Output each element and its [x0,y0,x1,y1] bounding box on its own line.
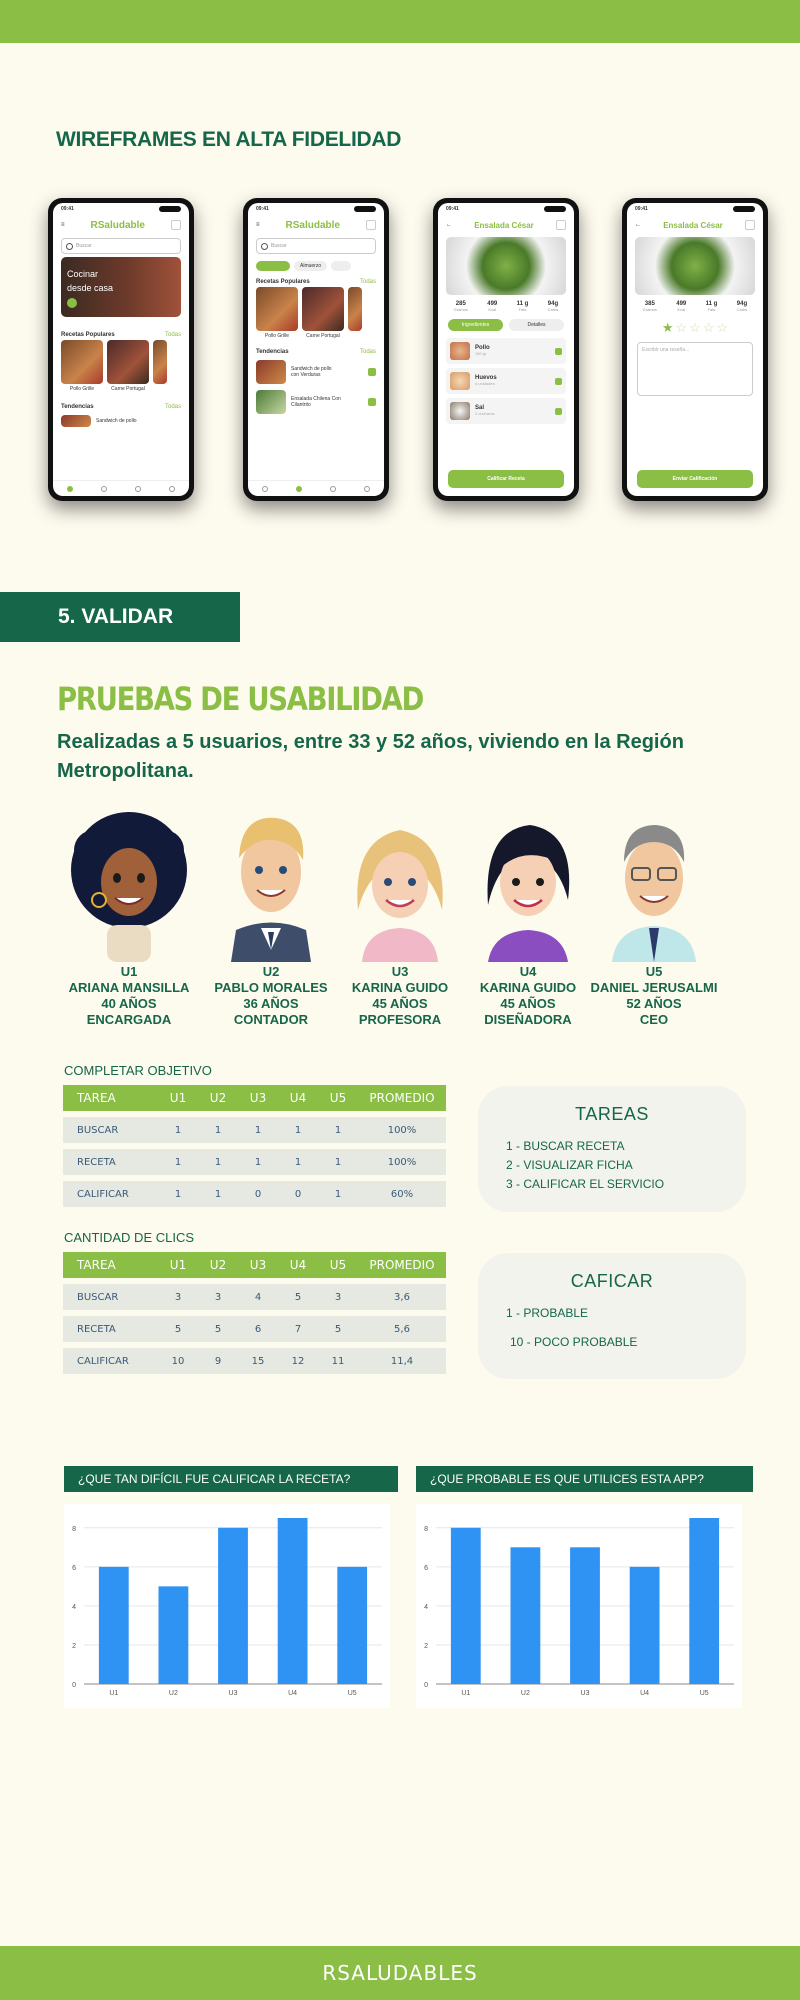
back-arrow-icon[interactable]: ← [635,222,641,228]
rate-recipe-button[interactable]: Calificar Receta [448,470,564,488]
user-age: 52 AÑOS [626,996,682,1011]
completion-table [63,1085,446,1213]
heart-icon[interactable] [330,486,336,492]
y-tick-label: 4 [424,1603,428,1611]
user-age: 40 AÑOS [101,996,157,1011]
bottom-nav [248,480,384,496]
see-all-link[interactable]: Todas [164,404,181,410]
bar-chart [64,1504,390,1708]
chart-title: ¿QUE TAN DIFÍCIL FUE CALIFICAR LA RECETA? [64,1466,398,1492]
user-job: PROFESORA [358,1012,442,1027]
menu-icon[interactable]: ≡ [256,222,260,228]
bar [570,1547,600,1684]
popular-heading: Recetas Populares [61,332,115,338]
bar [511,1547,541,1684]
y-tick-label: 0 [424,1682,428,1689]
y-tick-label: 6 [72,1564,76,1572]
table-label: COMPLETAR OBJETIVO [64,1063,212,1078]
status-time: 09:41 [61,206,74,212]
app-brand: RSaludable [285,219,340,231]
review-textarea[interactable]: Escribir una reseña... [637,342,753,396]
table-header: TAREA U1 U2 U3 U4 U5 PROMEDIO [63,1085,446,1111]
macro-item: 385 Gramos [642,301,657,312]
x-tick-label: U1 [109,1690,119,1697]
star-icon[interactable]: ☆ [675,320,688,335]
rating-scale-card [478,1253,746,1379]
footer [0,1946,800,2000]
bar [451,1528,481,1684]
star-icon[interactable]: ☆ [689,320,701,335]
tab-detalles[interactable]: Detalles [509,319,564,331]
user-card [330,800,470,1028]
hero-line: Cocinar [67,269,99,279]
bar [689,1518,719,1684]
user-job: CEO [639,1012,669,1027]
chart-title: ¿QUE PROBABLE ES QUE UTILICES ESTA APP? [416,1466,753,1492]
recipe-image[interactable] [348,287,362,331]
check-icon[interactable] [555,378,562,385]
see-all-link[interactable]: Todas [359,349,376,355]
usability-title: PRUEBAS DE USABILIDAD [57,680,423,718]
user-icon[interactable] [364,486,370,492]
user-job: DISEÑADORA [484,1012,572,1027]
user-age: 45 AÑOS [500,996,556,1011]
recipe-image[interactable] [61,340,103,384]
tasks-card [478,1086,746,1212]
ingredient-row[interactable]: Pollo 150 gr [446,338,566,364]
recipe-label: Carne Portugal [306,333,340,339]
phone-rate [622,198,768,501]
ingredient-row[interactable]: Sal 2 cucharas [446,398,566,424]
recipe-label: Pollo Grille [264,333,290,339]
chart-difficulty [64,1504,390,1708]
trend-label: Sandwich de pollo con Verduras [291,366,332,378]
trend-label: Sandwich de pollo [96,418,137,424]
macro-item: 94g Carbs [547,301,559,312]
table-header: TAREA U1 U2 U3 U4 U5 PROMEDIO [63,1252,446,1278]
status-time: 09:41 [256,206,269,212]
user-name: KARINA GUIDO [351,980,449,995]
status-time: 09:41 [635,206,648,212]
bar [337,1567,367,1684]
chart-likelihood [416,1504,742,1708]
status-time: 09:41 [446,206,459,212]
wireframes-title: WIREFRAMES EN ALTA FIDELIDAD [56,128,402,151]
bar [99,1567,129,1684]
recipe-label: Carne Portugal [111,386,145,392]
camera-notch [733,206,755,212]
ingredient-image [450,372,470,390]
search-input[interactable]: Buscar [61,238,181,254]
check-icon[interactable] [368,398,376,406]
user-name: PABLO MORALES [214,980,328,995]
app-brand: RSaludable [90,219,145,231]
task-item: 3 - CALIFICAR EL SERVICIO [506,1177,665,1191]
check-icon[interactable] [368,368,376,376]
user-id: U2 [262,964,280,979]
star-rating[interactable] [627,316,763,340]
x-tick-label: U2 [520,1690,530,1697]
ingredient-image [450,342,470,360]
y-tick-label: 6 [424,1564,428,1572]
star-icon[interactable]: ☆ [702,320,715,335]
rating-scale-title: CAFICAR [570,1271,654,1291]
macros-row [627,297,763,316]
hero-banner[interactable] [61,257,181,317]
y-tick-label: 2 [424,1642,428,1650]
y-tick-label: 8 [72,1525,76,1533]
y-tick-label: 8 [424,1525,428,1533]
recipe-image[interactable] [256,287,298,331]
search-icon[interactable] [101,486,107,492]
y-tick-label: 2 [72,1642,76,1650]
macro-item: 499 Kcal [487,301,498,312]
clicks-table [63,1252,446,1380]
more-icon[interactable] [556,220,566,230]
bar [159,1586,189,1684]
bar-chart [416,1504,742,1708]
recipe-image[interactable] [107,340,149,384]
user-id: U1 [120,964,138,979]
arrow-icon[interactable] [67,298,77,308]
table-row: CALIFICAR 10 9 15 12 11 11,4 [63,1348,446,1374]
y-tick-label: 0 [72,1682,76,1689]
menu-icon[interactable]: ≡ [61,222,65,228]
task-item: 1 - BUSCAR RECETA [506,1139,625,1153]
trend-image[interactable] [61,415,91,427]
check-icon[interactable] [555,408,562,415]
profile-icon[interactable] [171,220,181,230]
macros-row [438,297,574,316]
usability-subtitle: Realizadas a 5 usuarios, entre 33 y 52 años, viviendo en la Región Metropolitana. [57,731,684,782]
more-icon[interactable] [745,220,755,230]
x-tick-label: U1 [461,1690,471,1697]
search-input[interactable]: Buscar [256,238,376,254]
user-card [458,800,598,1028]
table-row: BUSCAR 1 1 1 1 1 100% [63,1117,446,1143]
see-all-link[interactable]: Todas [164,332,181,338]
home-icon[interactable] [262,486,268,492]
popular-heading: Recetas Populares [256,279,310,285]
phone-screen [248,203,384,496]
recipe-photo [446,237,566,295]
back-arrow-icon[interactable]: ← [446,222,452,228]
top-banner [0,0,800,43]
user-age: 36 AÑOS [243,996,299,1011]
star-icon[interactable]: ☆ [716,320,729,335]
bar [218,1528,248,1684]
trends-heading: Tendencias [256,349,289,355]
footer-brand: RSALUDABLES [322,1961,478,1985]
home-icon[interactable] [67,486,73,492]
trend-image[interactable] [256,390,286,414]
check-icon[interactable] [555,348,562,355]
camera-notch [354,206,376,212]
bar [278,1518,308,1684]
avatar [211,800,331,962]
star-icon[interactable]: ★ [661,320,674,335]
user-id: U5 [645,964,663,979]
table-label: CANTIDAD DE CLICS [64,1230,195,1245]
phone-screen [627,203,763,496]
x-tick-label: U2 [168,1690,178,1697]
phone-explore [243,198,389,501]
avatar [468,800,588,962]
user-card [201,800,341,1028]
scale-item: 1 - PROBABLE [506,1306,589,1320]
user-card [59,800,199,1028]
user-job: CONTADOR [233,1012,309,1027]
x-tick-label: U5 [699,1690,709,1697]
avatar [594,800,714,962]
macro-item: 11 g Fats [516,301,529,312]
table-row: CALIFICAR 1 1 0 0 1 60% [63,1181,446,1207]
bar [630,1567,660,1684]
chip-almuerzo[interactable]: Almuerzo [294,261,327,271]
section-validar: 5. VALIDAR [0,592,240,642]
avatar [69,800,189,962]
recipe-image[interactable] [302,287,344,331]
user-name: DANIEL JERUSALMI [590,980,718,995]
trend-label: Ensalada Chilena Con Cilantrito [291,396,341,408]
chip-selected[interactable] [256,261,290,271]
chip[interactable] [331,261,351,271]
user-id: U3 [391,964,409,979]
phone-detail [433,198,579,501]
phone-screen [438,203,574,496]
hero-line: desde casa [67,283,114,293]
user-name: KARINA GUIDO [479,980,577,995]
heart-icon[interactable] [135,486,141,492]
tasks-title: TAREAS [575,1104,649,1124]
macro-item: 285 Gramos [453,301,468,312]
recipe-label: Pollo Grille [69,386,95,392]
x-tick-label: U5 [347,1690,357,1697]
camera-notch [159,206,181,212]
ingredient-image [450,402,470,420]
profile-icon[interactable] [366,220,376,230]
trend-image[interactable] [256,360,286,384]
table-row: BUSCAR 3 3 4 5 3 3,6 [63,1284,446,1310]
user-job: ENCARGADA [86,1012,172,1027]
macro-item: 499 Kcal [676,301,687,312]
macro-item: 94g Carbs [736,301,748,312]
phone-home [48,198,194,501]
recipe-title: Ensalada César [663,220,723,230]
x-tick-label: U4 [288,1690,298,1697]
user-id: U4 [519,964,537,979]
search-icon[interactable] [296,486,302,492]
camera-notch [544,206,566,212]
user-name: ARIANA MANSILLA [68,980,190,995]
y-tick-label: 4 [72,1603,76,1611]
user-card [584,800,724,1028]
recipe-title: Ensalada César [474,220,534,230]
see-all-link[interactable]: Todas [359,279,376,285]
bottom-nav [53,480,189,496]
phone-screen [53,203,189,496]
x-tick-label: U4 [640,1690,650,1697]
recipe-image[interactable] [153,340,167,384]
trends-heading: Tendencias [61,404,94,410]
macro-item: 11 g Fats [705,301,718,312]
recipe-photo [635,237,755,295]
user-icon[interactable] [169,486,175,492]
x-tick-label: U3 [228,1690,238,1697]
table-row: RECETA 1 1 1 1 1 100% [63,1149,446,1175]
submit-rating-button[interactable]: Enviar Calificación [637,470,753,488]
avatar [340,800,460,962]
x-tick-label: U3 [580,1690,590,1697]
scale-item: 10 - POCO PROBABLE [510,1335,638,1349]
table-row: RECETA 5 5 6 7 5 5,6 [63,1316,446,1342]
ingredient-row[interactable]: Huevos 4 unidades [446,368,566,394]
task-item: 2 - VISUALIZAR FICHA [506,1158,633,1172]
tab-ingredientes[interactable]: Ingredientes [448,319,503,331]
user-age: 45 AÑOS [372,996,428,1011]
